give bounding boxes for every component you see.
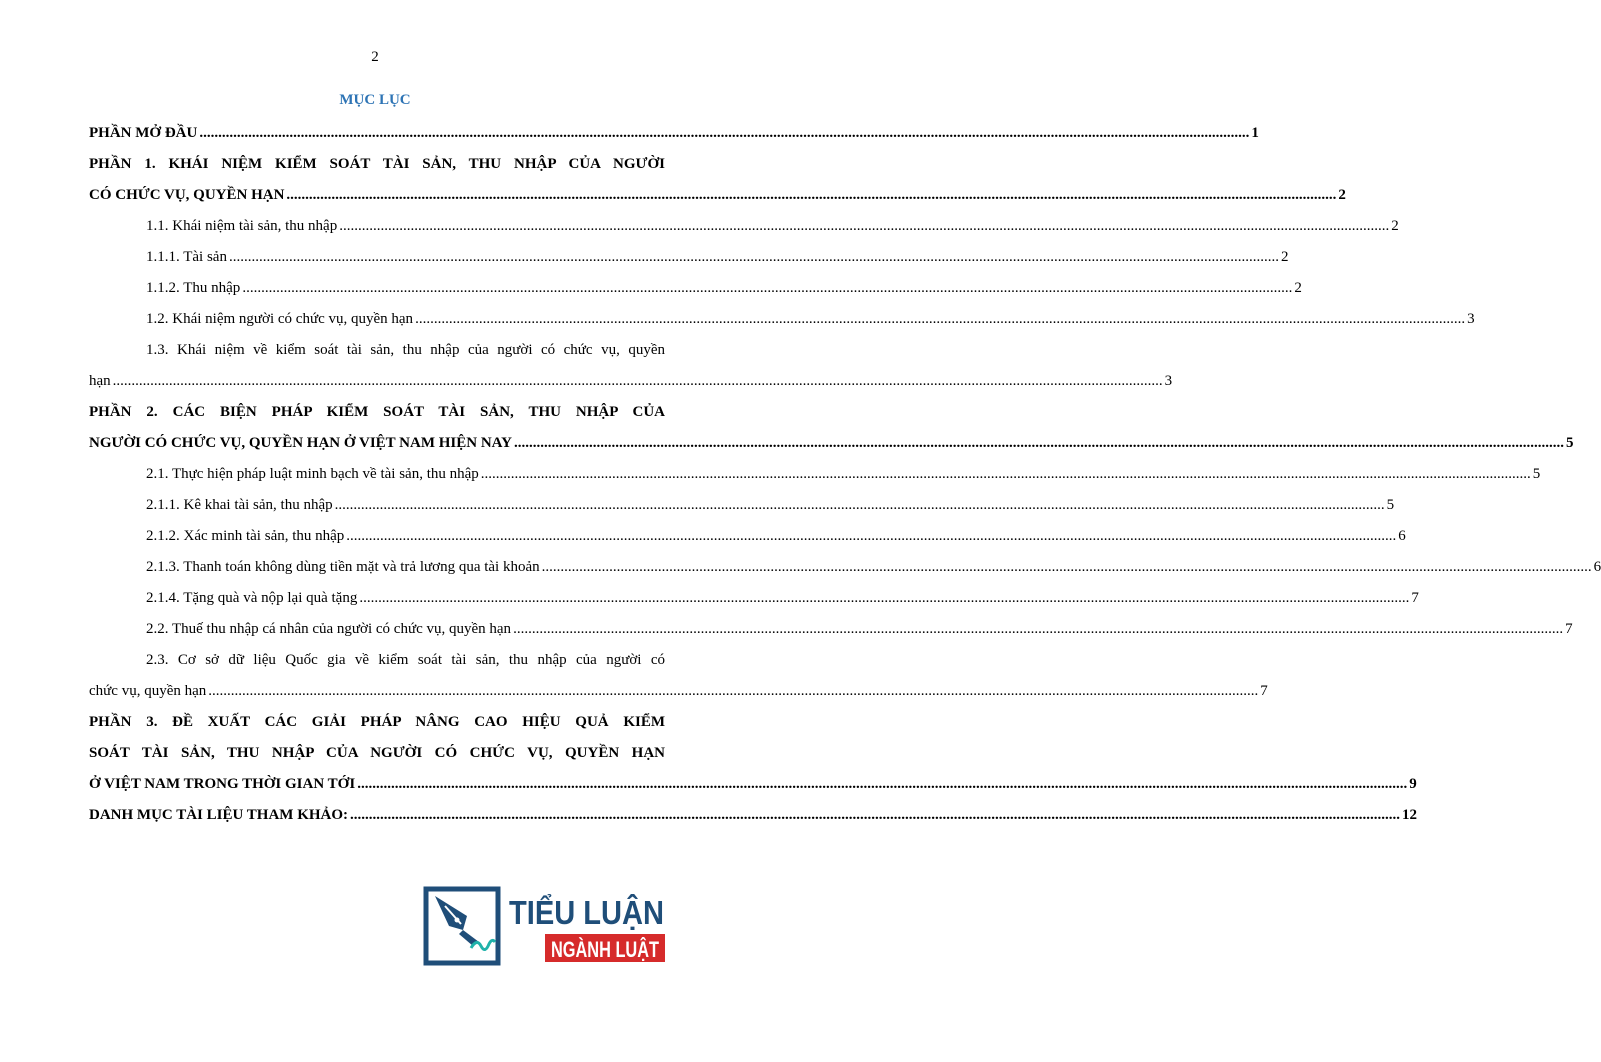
toc-entry-text: 2.1.2. Xác minh tài sản, thu nhập — [146, 528, 345, 544]
toc-page-number: 3 — [1164, 373, 1173, 389]
pen-nib-icon — [435, 896, 495, 950]
toc-page-number: 7 — [1565, 621, 1573, 637]
toc-entry-wrap-line: PHẦN 1. KHÁI NIỆM KIỂM SOÁT TÀI SẢN, THU NHẬP CỦA NGƯỜI — [89, 156, 665, 172]
toc-entry[interactable] — [89, 800, 1418, 831]
toc-entry[interactable] — [89, 304, 1475, 335]
toc-page-number: 5 — [1565, 435, 1574, 451]
toc-entry[interactable] — [89, 118, 1259, 149]
toc-leader-dots — [346, 521, 1396, 552]
toc-entry[interactable] — [89, 180, 1346, 211]
toc-entry-text: DANH MỤC TÀI LIỆU THAM KHẢO: — [89, 807, 349, 823]
toc-entry[interactable] — [89, 428, 1574, 459]
toc-leader-dots — [242, 273, 1292, 304]
toc-entry-text: 2.1. Thực hiện pháp luật minh bạch về tài sản, thu nhập — [146, 466, 479, 482]
toc-entry-text: CÓ CHỨC VỤ, QUYỀN HẠN — [89, 187, 285, 203]
toc-entry-wrap-line: 2.3. Cơ sở dữ liệu Quốc gia về kiểm soát tài sản, thu nhập của người có — [146, 652, 665, 668]
toc-leader-dots — [513, 614, 1563, 645]
toc-page-number: 1 — [1251, 125, 1259, 141]
logo-text-line1: TIỂU LUẬN — [509, 894, 664, 931]
toc-entry-text: NGƯỜI CÓ CHỨC VỤ, QUYỀN HẠN Ở VIỆT NAM HIỆN NAY — [89, 435, 512, 451]
toc-entry-text: 2.1.1. Kê khai tài sản, thu nhập — [146, 497, 333, 513]
page-number: 2 — [371, 49, 379, 65]
toc-leader-dots — [339, 211, 1389, 242]
toc-entry[interactable] — [89, 242, 1289, 273]
toc-leader-dots — [286, 180, 1336, 211]
toc-entry-text: PHẦN MỞ ĐẦU — [89, 125, 198, 141]
toc-entry-text: 2.1.3. Thanh toán không dùng tiền mặt và trả lương qua tài khoản — [146, 559, 540, 575]
toc-entry-text: Ở VIỆT NAM TRONG THỜI GIAN TỚI — [89, 776, 356, 792]
toc-leader-dots — [415, 304, 1465, 335]
toc-leader-dots — [208, 676, 1258, 707]
toc-entry[interactable] — [89, 211, 1399, 242]
toc-entry-wrap-line: PHẦN 3. ĐỀ XUẤT CÁC GIẢI PHÁP NÂNG CAO HIỆU QUẢ KIỂM — [89, 714, 665, 730]
toc-leader-dots — [481, 459, 1531, 490]
toc-entry[interactable] — [89, 366, 1173, 397]
toc-entry-text: 1.1.1. Tài sản — [146, 249, 227, 265]
toc-leader-dots — [113, 366, 1163, 397]
toc-page-number: 5 — [1532, 466, 1541, 482]
toc-leader-dots — [335, 490, 1385, 521]
toc-entry-text: hạn — [89, 373, 111, 389]
toc-leader-dots — [542, 552, 1592, 583]
toc-page-number: 5 — [1386, 497, 1395, 513]
toc-page-number: 2 — [1391, 218, 1399, 234]
toc-entry[interactable] — [89, 552, 1601, 583]
toc-entry-wrap-line: PHẦN 2. CÁC BIỆN PHÁP KIỂM SOÁT TÀI SẢN, THU NHẬP CỦA — [89, 404, 665, 420]
toc-leader-dots — [350, 800, 1400, 831]
logo-text-line2: NGÀNH LUẬT — [551, 937, 660, 962]
toc-leader-dots — [357, 769, 1407, 800]
toc-entry[interactable] — [89, 676, 1268, 707]
toc-page-number: 9 — [1409, 776, 1417, 792]
toc-entry-text: 2.2. Thuế thu nhập cá nhân của người có chức vụ, quyền hạn — [146, 621, 512, 637]
toc-entry-text: 1.2. Khái niệm người có chức vụ, quyền hạn — [146, 311, 414, 327]
toc-entry[interactable] — [89, 583, 1419, 614]
table-of-contents — [89, 118, 1601, 831]
toc-page-number: 6 — [1593, 559, 1601, 575]
toc-entry-text: chức vụ, quyền hạn — [89, 683, 207, 699]
logo-graphic — [423, 886, 668, 966]
toc-title: MỤC LỤC — [339, 92, 411, 108]
toc-page-number: 2 — [1294, 280, 1302, 296]
toc-leader-dots — [514, 428, 1564, 459]
toc-page-number: 2 — [1280, 249, 1289, 265]
toc-entry-text: 1.1. Khái niệm tài sản, thu nhập — [146, 218, 338, 234]
toc-entry-wrap-line: SOÁT TÀI SẢN, THU NHẬP CỦA NGƯỜI CÓ CHỨC VỤ, QUYỀN HẠN — [89, 745, 665, 761]
toc-page-number: 7 — [1411, 590, 1419, 606]
toc-entry[interactable] — [89, 614, 1573, 645]
toc-entry[interactable] — [89, 769, 1417, 800]
toc-page-number: 2 — [1338, 187, 1346, 203]
toc-entry-text: 1.1.2. Thu nhập — [146, 280, 241, 296]
toc-entry-text: 2.1.4. Tặng quà và nộp lại quà tặng — [146, 590, 358, 606]
toc-entry[interactable] — [89, 490, 1395, 521]
toc-page-number: 7 — [1260, 683, 1268, 699]
toc-entry[interactable] — [89, 459, 1541, 490]
toc-leader-dots — [229, 242, 1279, 273]
brand-logo — [423, 886, 668, 966]
toc-page-number: 12 — [1402, 807, 1418, 823]
toc-page-number: 6 — [1398, 528, 1406, 544]
toc-entry-wrap-line: 1.3. Khái niệm về kiểm soát tài sản, thu nhập của người có chức vụ, quyền — [146, 342, 665, 358]
toc-entry[interactable] — [89, 273, 1302, 304]
toc-leader-dots — [359, 583, 1409, 614]
toc-leader-dots — [199, 118, 1249, 149]
toc-page-number: 3 — [1467, 311, 1475, 327]
toc-entry[interactable] — [89, 521, 1406, 552]
